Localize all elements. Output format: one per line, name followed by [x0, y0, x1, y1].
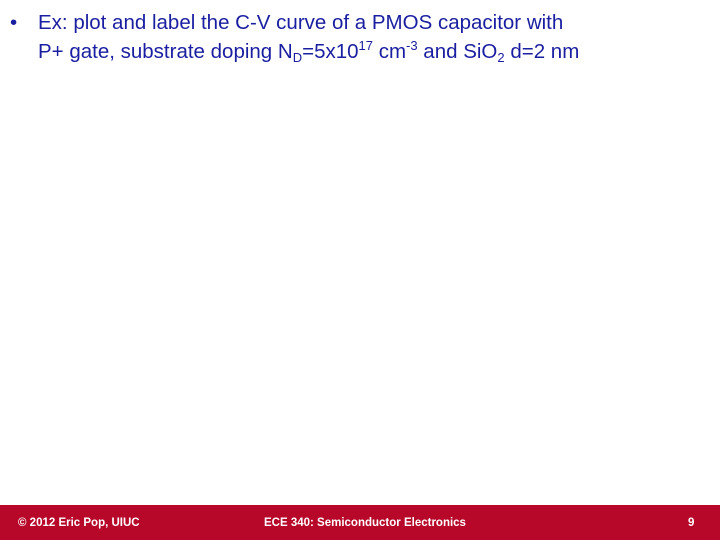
superscript-minus-3: -3: [406, 38, 418, 53]
bullet-icon: •: [10, 11, 18, 34]
line2-part4: and SiO: [417, 40, 498, 63]
footer-copyright: © 2012 Eric Pop, UIUC: [18, 517, 140, 529]
bullet-text: [38, 8, 710, 66]
line2-part1: P+ gate, substrate doping N: [38, 40, 293, 63]
subscript-d: D: [292, 50, 303, 65]
slide-body: [10, 8, 710, 66]
bullet-line-1: Ex: plot and label the C-V curve of a PMOS capacitor with: [38, 11, 564, 34]
bullet-item: [10, 8, 710, 66]
footer-page-number: 9: [688, 517, 695, 529]
line2-part2: =5x10: [302, 40, 359, 63]
superscript-17: 17: [358, 38, 374, 53]
subscript-2: 2: [497, 50, 505, 65]
footer-course-title: ECE 340: Semiconductor Electronics: [264, 517, 466, 529]
footer-bar: [0, 505, 720, 540]
line2-part5: d=2 nm: [504, 40, 580, 63]
line2-part3: cm: [373, 40, 407, 63]
bullet-line-2: [38, 40, 579, 63]
